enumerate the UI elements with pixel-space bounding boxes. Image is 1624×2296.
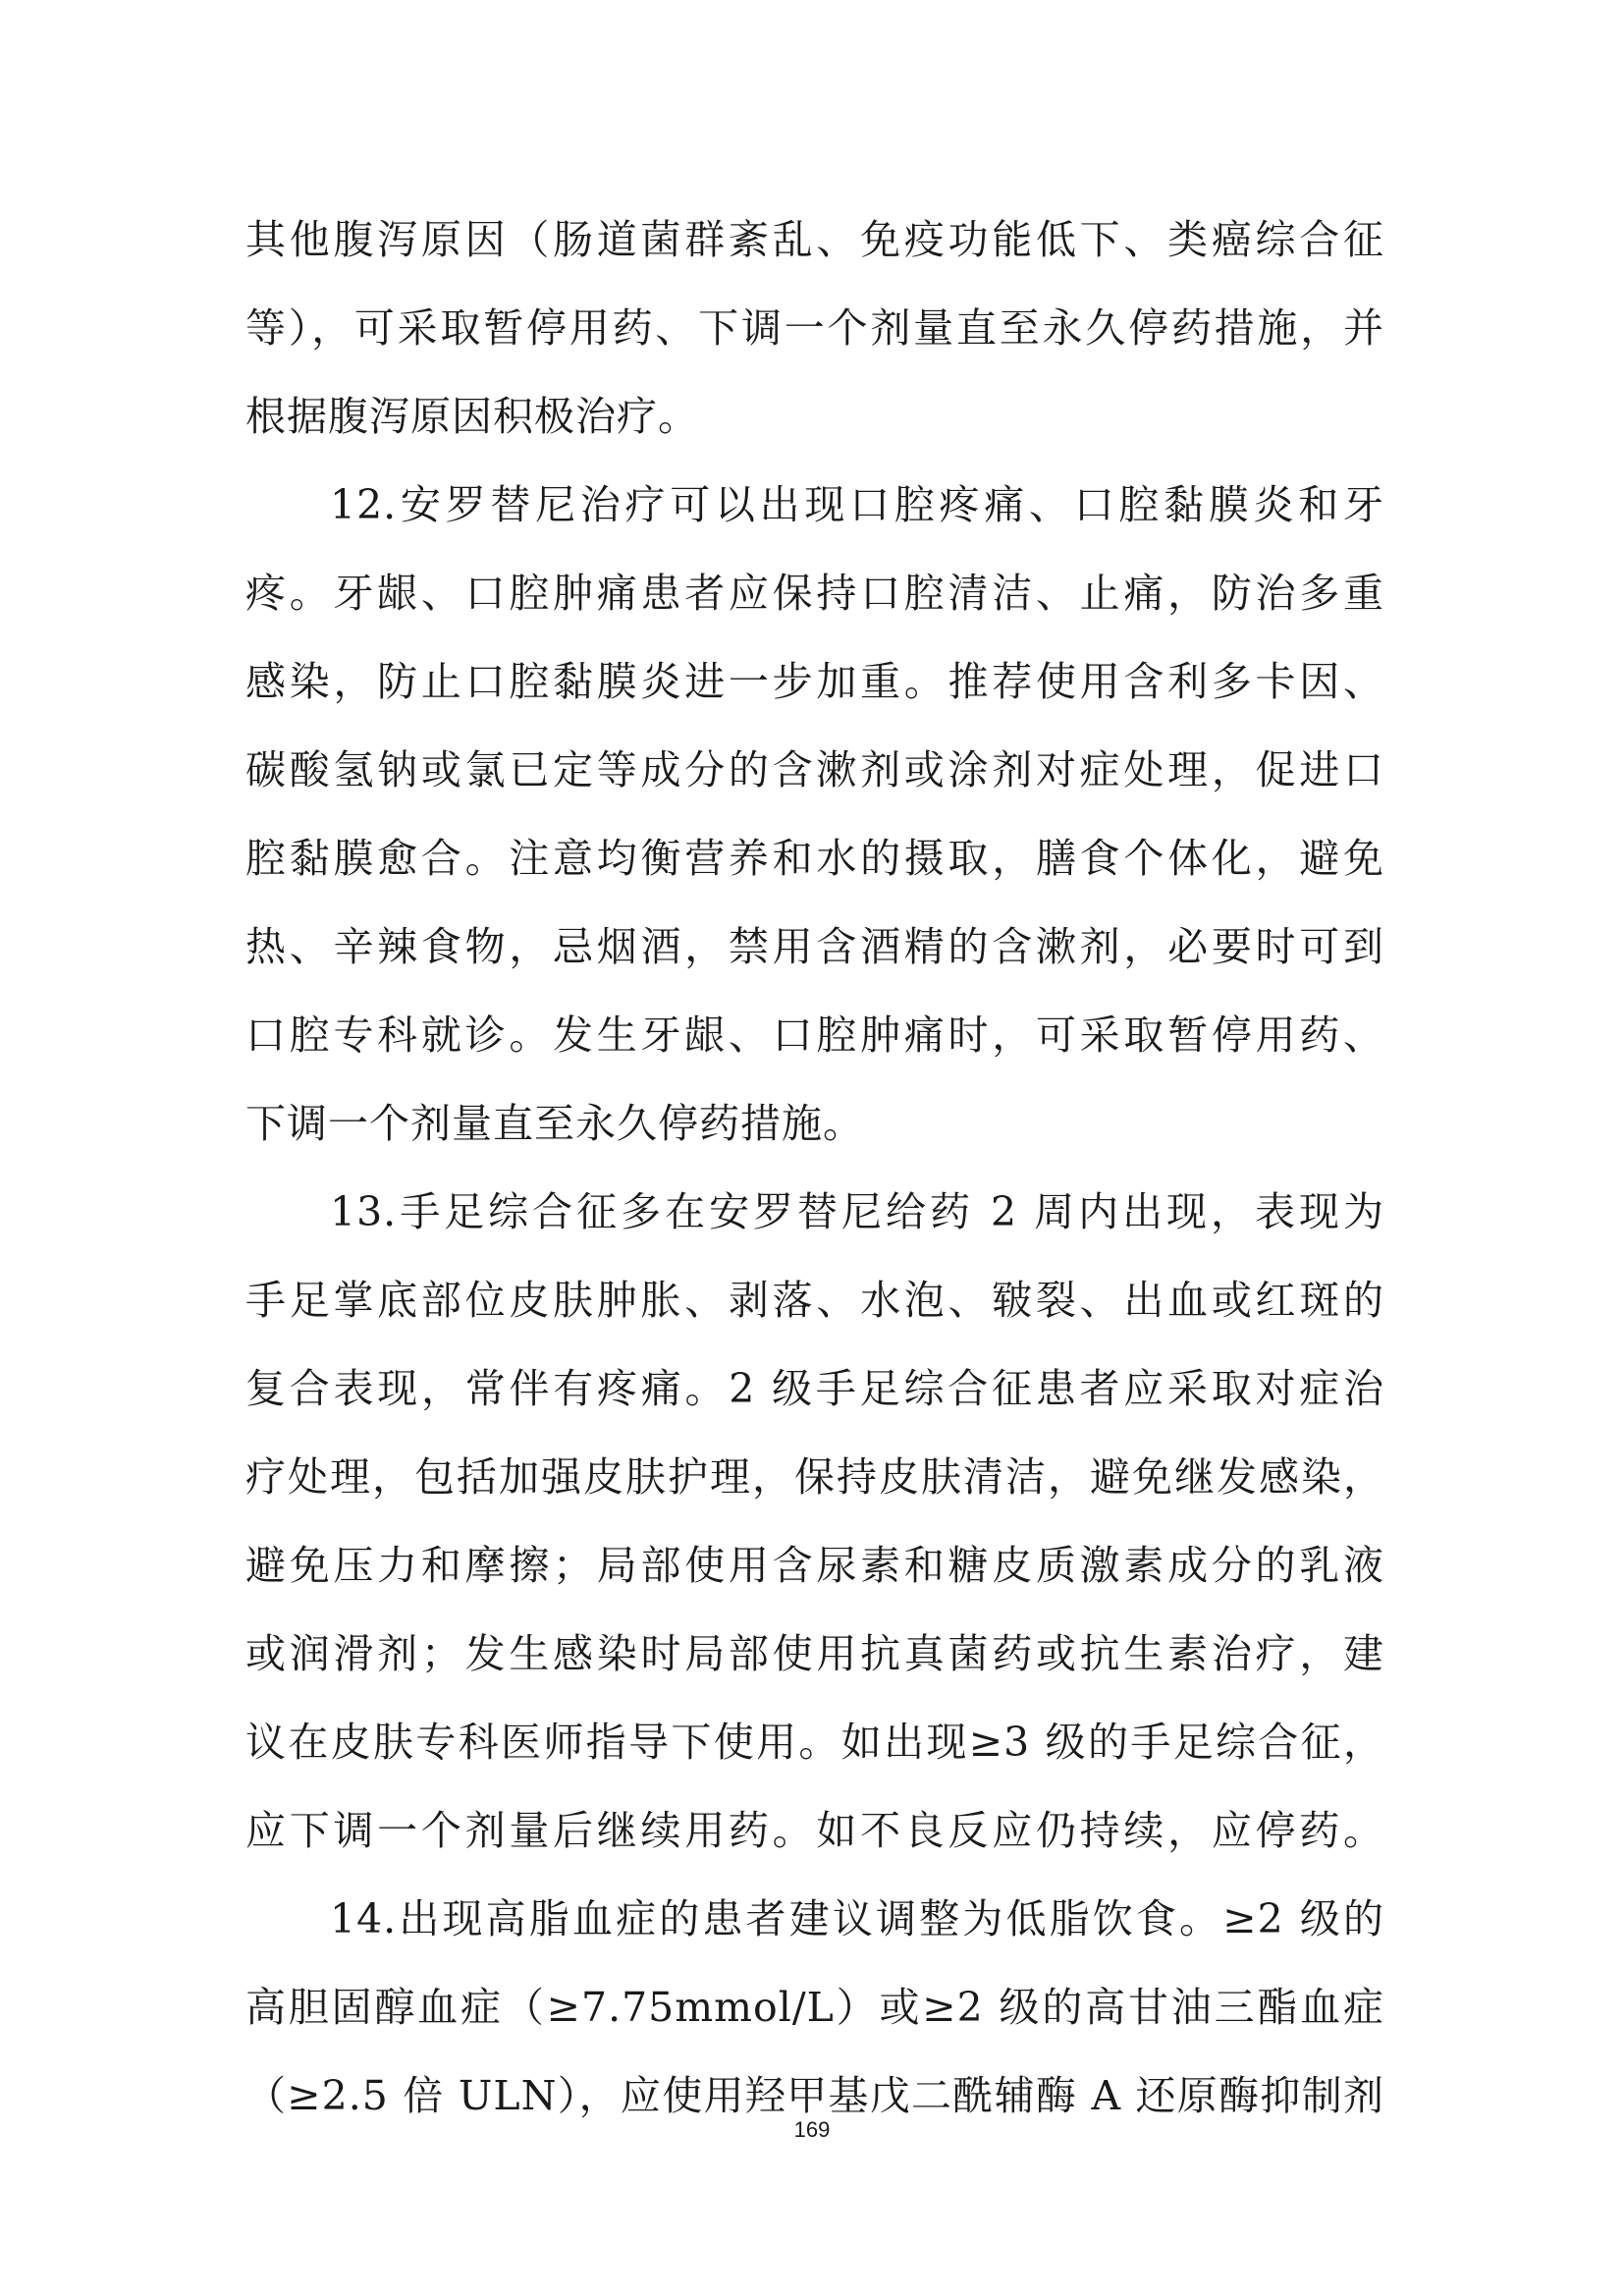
text-line: 疗处理，包括加强皮肤护理，保持皮肤清洁，避免继发感染， <box>245 1453 1384 1501</box>
text-line: 其他腹泻原因（肠道菌群紊乱、免疫功能低下、类癌综合征 <box>245 216 1384 263</box>
text-line: 复合表现，常伴有疼痛。2 级手足综合征患者应采取对症治 <box>245 1365 1384 1412</box>
text-line: 避免压力和摩擦；局部使用含尿素和糖皮质激素成分的乳液 <box>245 1542 1384 1589</box>
text-line: 手足掌底部位皮肤肿胀、剥落、水泡、皲裂、出血或红斑的 <box>245 1277 1384 1324</box>
text-line: 感染，防止口腔黏膜炎进一步加重。推荐使用含利多卡因、 <box>245 658 1384 705</box>
page-number: 169 <box>793 2117 831 2142</box>
paragraph-start-line: 12.安罗替尼治疗可以出现口腔疼痛、口腔黏膜炎和牙 <box>330 481 1384 528</box>
text-line: 下调一个剂量直至永久停药措施。 <box>245 1100 864 1147</box>
text-line: 高胆固醇血症（≥7.75mmol/L）或≥2 级的高甘油三酯血症 <box>245 1984 1384 2031</box>
text-line: 口腔专科就诊。发生牙龈、口腔肿痛时，可采取暂停用药、 <box>245 1011 1384 1059</box>
paragraph-start-line: 14.出现高脂血症的患者建议调整为低脂饮食。≥2 级的 <box>330 1895 1384 1942</box>
text-line: 根据腹泻原因积极治疗。 <box>245 393 699 440</box>
text-line: 疼。牙龈、口腔肿痛患者应保持口腔清洁、止痛，防治多重 <box>245 570 1384 617</box>
paragraph-start-line: 13.手足综合征多在安罗替尼给药 2 周内出现，表现为 <box>330 1188 1384 1235</box>
text-line: 腔黏膜愈合。注意均衡营养和水的摄取，膳食个体化，避免 <box>245 835 1384 882</box>
text-line: 应下调一个剂量后继续用药。如不良反应仍持续，应停药。 <box>245 1807 1384 1854</box>
text-line: 碳酸氢钠或氯已定等成分的含漱剂或涂剂对症处理，促进口 <box>245 746 1384 793</box>
text-line: （≥2.5 倍 ULN），应使用羟甲基戊二酰辅酶 A 还原酶抑制剂 <box>245 2072 1384 2119</box>
text-line: 议在皮肤专科医师指导下使用。如出现≥3 级的手足综合征， <box>245 1719 1384 1766</box>
text-line: 热、辛辣食物，忌烟酒，禁用含酒精的含漱剂，必要时可到 <box>245 923 1384 970</box>
text-line: 或润滑剂；发生感染时局部使用抗真菌药或抗生素治疗，建 <box>245 1630 1384 1677</box>
text-line: 等），可采取暂停用药、下调一个剂量直至永久停药措施，并 <box>245 304 1384 352</box>
